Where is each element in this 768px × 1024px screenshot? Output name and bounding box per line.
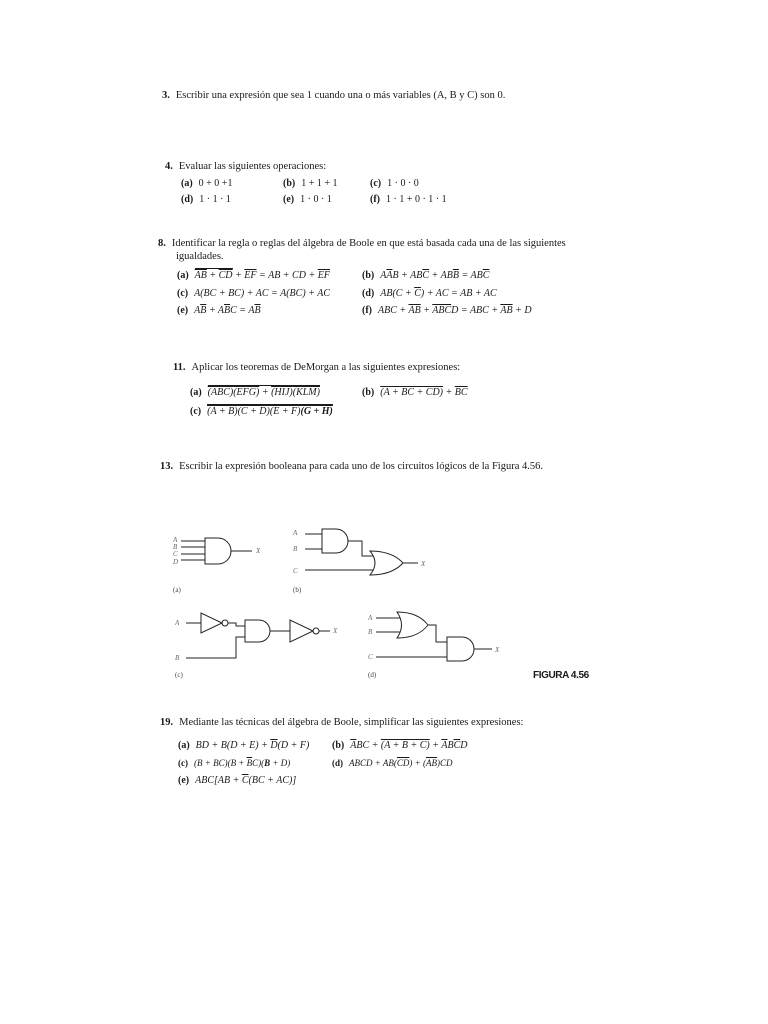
circuit-c — [174, 613, 338, 679]
q8-item-b: (b) $A\overline{A}B + AB\overline{C} + AB\overline{B} = AB\overline{C}$ — [362, 270, 490, 281]
input-c-label: C — [368, 653, 373, 661]
question-number: 11. — [173, 362, 186, 373]
sublabel-d: (d) — [368, 671, 377, 679]
and-gate-icon — [245, 620, 270, 642]
q19-item-c: (c) $(B + BC)(B + \overline{B}C)(B + D)$ — [178, 758, 291, 768]
question-text: Identificar la regla o reglas del álgebra de Boole en que está basada cada una de las siguientes — [171, 238, 566, 249]
q11-item-c: (c) (A + B)(C + D)(E + F)(G + H) — [190, 406, 333, 417]
and-gate-icon — [447, 637, 474, 661]
output-x-label: X — [421, 560, 426, 568]
question-number: 13. — [160, 461, 174, 472]
question-19 — [160, 717, 523, 728]
input-a-label: A — [173, 536, 178, 544]
q4-item-a: (a) 0 + 0 +1 — [181, 178, 233, 189]
input-d-label: D — [173, 558, 179, 566]
q8-item-a: (a) $\overline{AB} + \overline{CD} + \overline{EF}$ = AB + CD + $\overline{EF}$ — [177, 270, 330, 281]
or-gate-icon — [397, 612, 428, 638]
not-gate-icon — [201, 613, 222, 633]
q4-item-d: (d) 1 · 1 · 1 — [181, 194, 231, 205]
or-gate-icon — [370, 551, 403, 575]
circuit-b — [292, 529, 426, 594]
q8-item-e: (e) $A\overline{B} + A\overline{B}C = A\overline{B}$ — [177, 305, 261, 316]
input-a-label: A — [175, 619, 180, 627]
input-b-label: B — [368, 628, 373, 636]
sublabel-c: (c) — [175, 671, 183, 679]
question-text: Evaluar las siguientes operaciones: — [178, 161, 327, 172]
sublabel-b: (b) — [293, 586, 302, 594]
question-8 — [158, 238, 566, 249]
question-text: Escribir una expresión que sea 1 cuando una o más variables (A, B y C) son 0. — [175, 90, 506, 101]
sublabel-a: (a) — [173, 586, 181, 594]
q8-item-f: (f) ABC + $\overline{AB} + \overline{ABC}D$ = ABC + $\overline{AB} + D$ — [362, 305, 532, 316]
q8-item-d: (d) $AB(C + \overline{C})$ + AC = AB + AC — [362, 288, 497, 299]
question-number: 8. — [158, 238, 166, 249]
q4-item-c: (c) 1 · 0 · 0 — [370, 178, 419, 189]
input-c-label: C — [173, 550, 178, 558]
q4-item-b: (b) 1 + 1 + 1 — [283, 178, 338, 189]
question-11 — [173, 362, 460, 373]
question-text: Escribir la expresión booleana para cada uno de los circuitos lógicos de la Figura 4.56. — [179, 461, 544, 472]
and-gate-icon — [205, 538, 231, 564]
question-text: Mediante las técnicas del álgebra de Boole, simplificar las siguientes expresiones: — [179, 717, 524, 728]
q11-item-a: (a) (ABC)(EFG) + (HIJ)(KLM) — [190, 387, 320, 398]
not-gate-icon — [290, 620, 313, 642]
figure-caption: FIGURA 4.56 — [533, 670, 589, 681]
q11-item-b: (b) (A + BC + $CD) + \overline{BC}$ — [362, 387, 468, 398]
circuit-a — [172, 536, 261, 594]
input-a-label: A — [293, 529, 298, 537]
input-b-label: B — [293, 545, 298, 553]
circuit-d — [367, 612, 500, 679]
question-number: 19. — [160, 717, 174, 728]
question-number: 4. — [165, 161, 173, 172]
q4-item-f: (f) 1 · 1 + 0 · 1 · 1 — [370, 194, 447, 205]
question-number: 3. — [162, 90, 170, 101]
q19-item-a: (a) BD + $B(D + E) + \overline{D}(D + F)$ — [178, 740, 310, 751]
question-8-line2: igualdades. — [176, 251, 224, 262]
input-a-label: A — [368, 614, 373, 622]
and-gate-icon — [322, 529, 348, 553]
output-x-label: X — [256, 547, 261, 555]
q19-item-d: (d) ABCD + $AB(\overline{CD}) + (\overline{AB})CD$ — [332, 758, 453, 768]
question-13 — [160, 461, 543, 472]
input-b-label: B — [175, 654, 180, 662]
q19-item-e: (e) $ABC[AB + \overline{C}(BC + AC)]$ — [178, 775, 297, 786]
output-x-label: X — [333, 627, 338, 635]
q19-item-b: (b) $\overline{A}BC + (A + B + C) + \overline{A}B\overline{C}D$ — [332, 740, 468, 751]
output-x-label: X — [495, 646, 500, 654]
q4-item-e: (e) 1 · 0 · 1 — [283, 194, 332, 205]
input-c-label: C — [293, 567, 298, 575]
question-4 — [165, 161, 326, 172]
q8-item-c: (c) A(BC + BC) + AC = A(BC) + AC — [177, 288, 330, 299]
question-text: Aplicar los teoremas de DeMorgan a las siguientes expresiones: — [191, 362, 461, 373]
logic-circuits-figure — [0, 515, 768, 690]
question-3 — [162, 90, 505, 101]
input-b-label: B — [173, 543, 178, 551]
